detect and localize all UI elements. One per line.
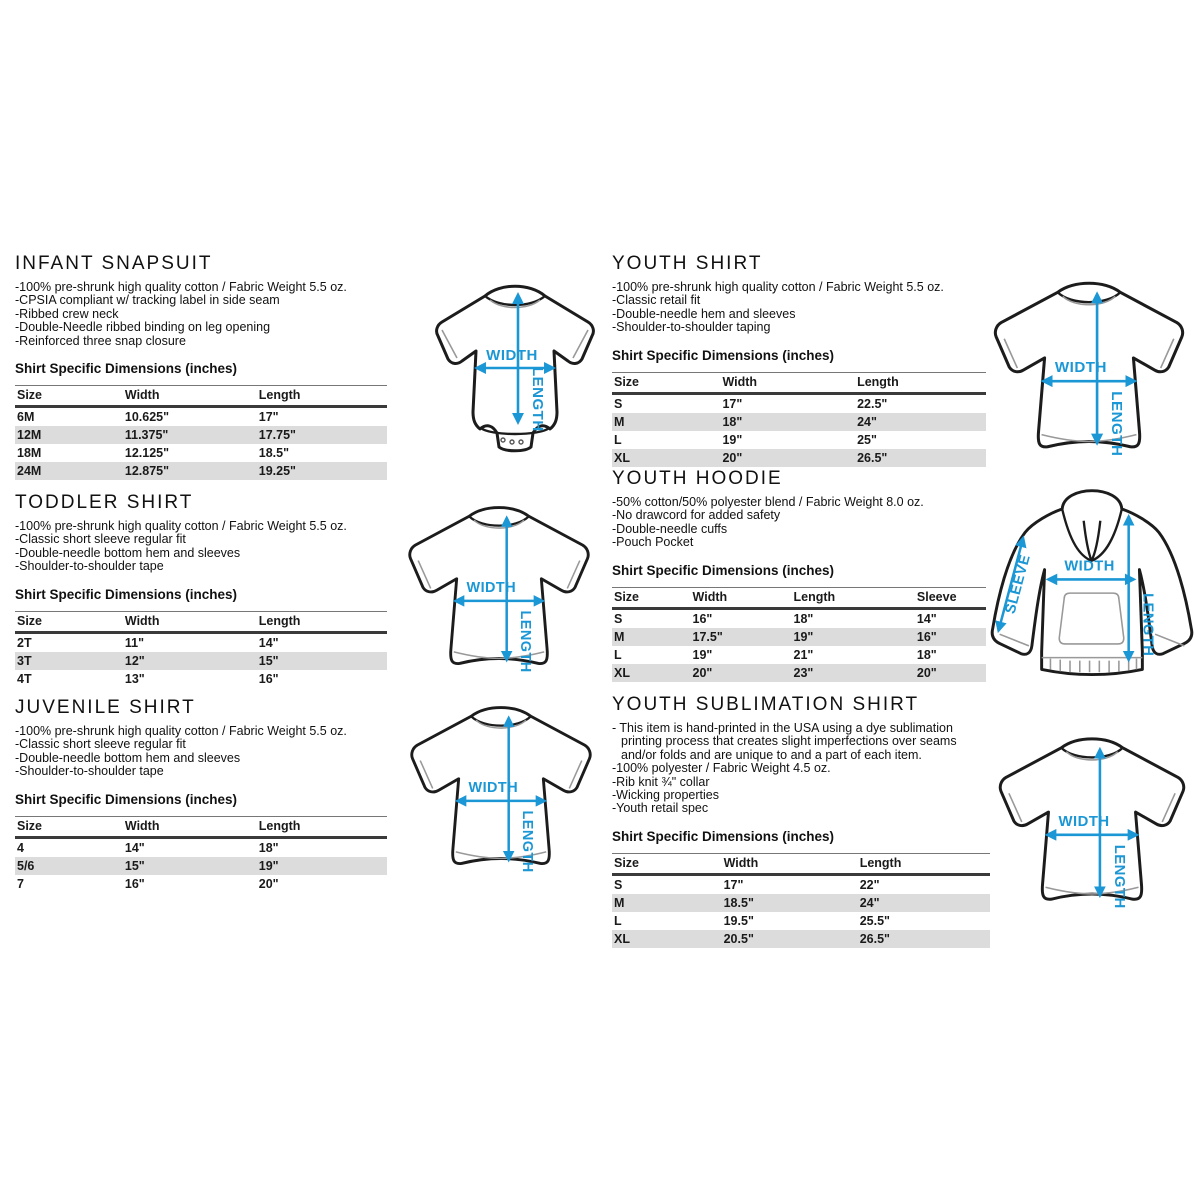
table-cell: 24" xyxy=(859,895,880,910)
column-header: Size xyxy=(614,589,640,604)
table-cell: 17" xyxy=(258,410,279,425)
bullet-line: -Reinforced three snap closure xyxy=(15,333,186,348)
table-header-row xyxy=(612,372,986,393)
table-cell: S xyxy=(614,877,623,892)
tshirt-drawing xyxy=(398,497,600,675)
table-cell: 17.5" xyxy=(692,629,723,644)
table-cell: 16" xyxy=(916,629,937,644)
table-cell: 14" xyxy=(124,840,145,855)
section-title: JUVENILE SHIRT xyxy=(15,697,196,718)
bullet-line: -Wicking properties xyxy=(612,788,719,803)
width-label: WIDTH xyxy=(468,780,519,797)
size-table xyxy=(612,587,986,682)
sleeve-label: SLEEVE xyxy=(1002,552,1034,616)
table-cell: 11.375" xyxy=(124,428,169,443)
table-cell: 2T xyxy=(17,635,32,650)
table-cell: M xyxy=(614,895,625,910)
table-cell: M xyxy=(614,629,625,644)
bullet-line: -100% polyester / Fabric Weight 4.5 oz. xyxy=(612,761,831,776)
table-cell: 17.75" xyxy=(258,428,296,443)
bullet-line: -Youth retail spec xyxy=(612,801,709,816)
length-label: LENGTH xyxy=(1108,391,1126,457)
table-row xyxy=(15,632,387,652)
column-header: Size xyxy=(614,374,640,389)
column-header: Width xyxy=(124,818,160,833)
table-cell: 20.5" xyxy=(723,931,754,946)
table-cell: 18M xyxy=(17,446,42,461)
bullet-line: -Classic retail fit xyxy=(612,293,701,308)
table-cell: 4T xyxy=(17,671,32,686)
table-cell: 14" xyxy=(258,635,279,650)
feature-list xyxy=(612,281,986,335)
youth-hoodie-diagram xyxy=(982,466,1200,694)
width-label: WIDTH xyxy=(1054,359,1107,377)
table-cell: L xyxy=(614,432,622,447)
table-cell: 19.5" xyxy=(723,913,754,928)
dimensions-heading: Shirt Specific Dimensions (inches) xyxy=(612,828,835,844)
column-header: Width xyxy=(722,374,758,389)
dimensions-heading: Shirt Specific Dimensions (inches) xyxy=(15,586,238,602)
table-cell: 17" xyxy=(723,877,744,892)
table-cell: 22.5" xyxy=(857,396,888,411)
table-cell: 18" xyxy=(916,647,937,662)
bullet-line: -Rib knit ¾" collar xyxy=(612,774,710,789)
column-header: Size xyxy=(17,818,43,833)
column-header: Width xyxy=(723,855,759,870)
dimensions-heading: Shirt Specific Dimensions (inches) xyxy=(15,791,238,807)
bullet-line: -Classic short sleeve regular fit xyxy=(15,532,186,547)
tshirt-drawing xyxy=(988,728,1196,911)
table-row xyxy=(15,407,387,427)
size-table xyxy=(612,372,986,467)
bullet-line: -CPSIA compliant w/ tracking label in side seam xyxy=(15,293,280,308)
table-cell: L xyxy=(614,913,622,928)
bullet-line: -Classic short sleeve regular fit xyxy=(15,737,186,752)
bullet-line: -100% pre-shrunk high quality cotton / Fabric Weight 5.5 oz. xyxy=(15,724,347,738)
table-row xyxy=(612,894,990,912)
table-cell: 16" xyxy=(258,671,279,686)
table-cell: 19" xyxy=(258,858,279,873)
table-row xyxy=(15,837,387,857)
table-cell: 19.25" xyxy=(258,464,296,479)
table-row xyxy=(612,413,986,431)
section-title: YOUTH SHIRT xyxy=(612,253,763,274)
infant-snapsuit-diagram xyxy=(415,270,615,470)
table-cell: 24" xyxy=(857,414,877,429)
table-cell: 3T xyxy=(17,653,32,668)
table-cell: 25" xyxy=(857,432,877,447)
dimensions-heading: Shirt Specific Dimensions (inches) xyxy=(612,562,835,578)
bullet-line: -No drawcord for added safety xyxy=(612,508,781,523)
size-table xyxy=(15,611,387,688)
section-youth-shirt xyxy=(612,253,986,467)
column-header: Size xyxy=(17,613,43,628)
table-header-row xyxy=(612,587,986,608)
youth-sublimation-shirt-diagram xyxy=(988,728,1196,910)
table-row xyxy=(612,874,990,894)
section-youth-sublimation-shirt xyxy=(612,694,990,948)
width-label: WIDTH xyxy=(466,580,517,597)
table-cell: 12.875" xyxy=(124,464,170,479)
section-title: YOUTH SUBLIMATION SHIRT xyxy=(612,694,920,715)
table-row xyxy=(612,449,986,467)
table-cell: 11" xyxy=(124,635,145,650)
section-toddler-shirt xyxy=(15,492,387,688)
table-row xyxy=(612,930,990,948)
table-cell: 20" xyxy=(258,876,279,891)
length-label: LENGTH xyxy=(1139,593,1156,657)
table-cell: XL xyxy=(614,931,630,946)
table-cell: 18" xyxy=(793,611,814,626)
table-cell: 20" xyxy=(692,665,713,680)
table-cell: 15" xyxy=(124,858,145,873)
bullet-line: -50% cotton/50% polyester blend / Fabric Weight 8.0 oz. xyxy=(612,495,924,509)
table-cell: 18" xyxy=(722,414,743,429)
table-cell: 21" xyxy=(793,647,814,662)
table-row xyxy=(612,393,986,413)
table-cell: 19" xyxy=(692,647,713,662)
table-row xyxy=(15,875,387,893)
table-cell: 12" xyxy=(124,653,145,668)
column-header: Length xyxy=(857,374,899,389)
table-row xyxy=(612,608,986,628)
column-header: Length xyxy=(793,589,836,604)
table-row xyxy=(612,912,990,930)
column-header: Length xyxy=(258,388,301,403)
table-cell: M xyxy=(614,414,625,429)
table-cell: S xyxy=(614,611,623,626)
bullet-line: -Shoulder-to-shoulder tape xyxy=(15,559,164,574)
dimensions-heading: Shirt Specific Dimensions (inches) xyxy=(15,361,238,377)
length-label: LENGTH xyxy=(529,367,546,432)
bullet-line: -100% pre-shrunk high quality cotton / Fabric Weight 5.5 oz. xyxy=(15,519,347,533)
bullet-line: -Double-needle bottom hem and sleeves xyxy=(15,750,241,765)
table-cell: 7 xyxy=(17,876,24,891)
section-title: YOUTH HOODIE xyxy=(612,468,783,489)
size-table xyxy=(612,853,990,948)
length-label: LENGTH xyxy=(519,810,536,873)
onesie-drawing xyxy=(415,270,615,470)
table-cell: 16" xyxy=(124,876,145,891)
youth-shirt-diagram xyxy=(983,272,1195,456)
width-label: WIDTH xyxy=(486,347,538,364)
feature-list xyxy=(612,722,990,816)
length-label: LENGTH xyxy=(517,610,534,673)
table-cell: 6M xyxy=(17,410,35,425)
bullet-line: -100% pre-shrunk high quality cotton / Fabric Weight 5.5 oz. xyxy=(612,280,944,294)
section-title: INFANT SNAPSUIT xyxy=(15,253,213,274)
table-header-row xyxy=(15,386,387,407)
column-header: Length xyxy=(859,855,902,870)
table-row xyxy=(612,646,986,664)
bullet-line: -Ribbed crew neck xyxy=(15,306,119,321)
table-cell: 16" xyxy=(692,611,713,626)
section-infant-snapsuit xyxy=(15,253,387,480)
table-cell: 20" xyxy=(916,665,937,680)
table-cell: 13" xyxy=(124,671,145,686)
section-title: TODDLER SHIRT xyxy=(15,492,194,513)
bullet-line: -Shoulder-to-shoulder tape xyxy=(15,764,164,779)
table-cell: 5/6 xyxy=(17,858,35,873)
juvenile-shirt-diagram xyxy=(400,697,602,873)
table-cell: 25.5" xyxy=(859,913,890,928)
table-cell: 12M xyxy=(17,428,42,443)
table-header-row xyxy=(612,853,990,874)
table-header-row xyxy=(15,611,387,632)
table-cell: 22" xyxy=(859,877,880,892)
size-table xyxy=(15,816,387,893)
feature-list xyxy=(15,281,387,348)
column-header: Length xyxy=(258,613,301,628)
table-cell: XL xyxy=(614,450,630,465)
column-header: Size xyxy=(17,388,43,403)
table-header-row xyxy=(15,816,387,837)
table-cell: L xyxy=(614,647,622,662)
table-cell: XL xyxy=(614,665,630,680)
section-youth-hoodie xyxy=(612,468,986,682)
bullet-line: -Pouch Pocket xyxy=(612,535,694,550)
column-header: Size xyxy=(614,855,640,870)
width-label: WIDTH xyxy=(1058,813,1110,830)
table-cell: 24M xyxy=(17,464,42,479)
column-header: Sleeve xyxy=(916,589,957,604)
width-label: WIDTH xyxy=(1064,558,1115,575)
bullet-line: -Double-Needle ribbed binding on leg opening xyxy=(15,320,271,335)
table-cell: 14" xyxy=(916,611,937,626)
table-cell: 18.5" xyxy=(258,446,290,461)
table-row xyxy=(15,462,387,480)
toddler-shirt-diagram xyxy=(398,497,600,673)
column-header: Width xyxy=(124,388,160,403)
table-cell: 10.625" xyxy=(124,410,170,425)
table-cell: 19" xyxy=(793,629,814,644)
dimensions-heading: Shirt Specific Dimensions (inches) xyxy=(612,347,835,363)
table-cell: 17" xyxy=(722,396,743,411)
bullet-line: -Shoulder-to-shoulder taping xyxy=(612,320,771,335)
table-row xyxy=(15,857,387,875)
bullet-line: -Double-needle hem and sleeves xyxy=(612,306,796,321)
table-cell: 23" xyxy=(793,665,814,680)
column-header: Width xyxy=(692,589,728,604)
section-juvenile-shirt xyxy=(15,697,387,893)
hoodie-drawing xyxy=(982,466,1200,686)
table-cell: S xyxy=(614,396,623,411)
tshirt-drawing xyxy=(400,697,602,875)
feature-list xyxy=(15,725,387,779)
table-row xyxy=(612,628,986,646)
table-cell: 19" xyxy=(722,432,743,447)
table-cell: 26.5" xyxy=(859,931,890,946)
table-cell: 20" xyxy=(722,450,743,465)
table-cell: 15" xyxy=(258,653,279,668)
column-header: Length xyxy=(258,818,301,833)
feature-list xyxy=(612,496,986,550)
bullet-line: -100% pre-shrunk high quality cotton / Fabric Weight 5.5 oz. xyxy=(15,280,347,294)
bullet-line: -Double-needle bottom hem and sleeves xyxy=(15,545,241,560)
bullet-line: - This item is hand-printed in the USA using a dye sublimation printing process that creates slight imperfections over seams and/or folds and are unique to and a part of each item. xyxy=(612,721,957,762)
table-row xyxy=(15,670,387,688)
table-row xyxy=(612,431,986,449)
table-row xyxy=(15,444,387,462)
size-table xyxy=(15,385,387,480)
feature-list xyxy=(15,520,387,574)
table-cell: 4 xyxy=(17,840,24,855)
bullet-line: -Double-needle cuffs xyxy=(612,521,728,536)
table-row xyxy=(612,664,986,682)
table-cell: 26.5" xyxy=(857,450,888,465)
table-cell: 18.5" xyxy=(723,895,754,910)
table-row xyxy=(15,426,387,444)
table-cell: 12.125" xyxy=(124,446,170,461)
length-label: LENGTH xyxy=(1110,844,1127,909)
tshirt-drawing xyxy=(983,272,1195,459)
column-header: Width xyxy=(124,613,160,628)
table-cell: 18" xyxy=(258,840,279,855)
table-row xyxy=(15,652,387,670)
